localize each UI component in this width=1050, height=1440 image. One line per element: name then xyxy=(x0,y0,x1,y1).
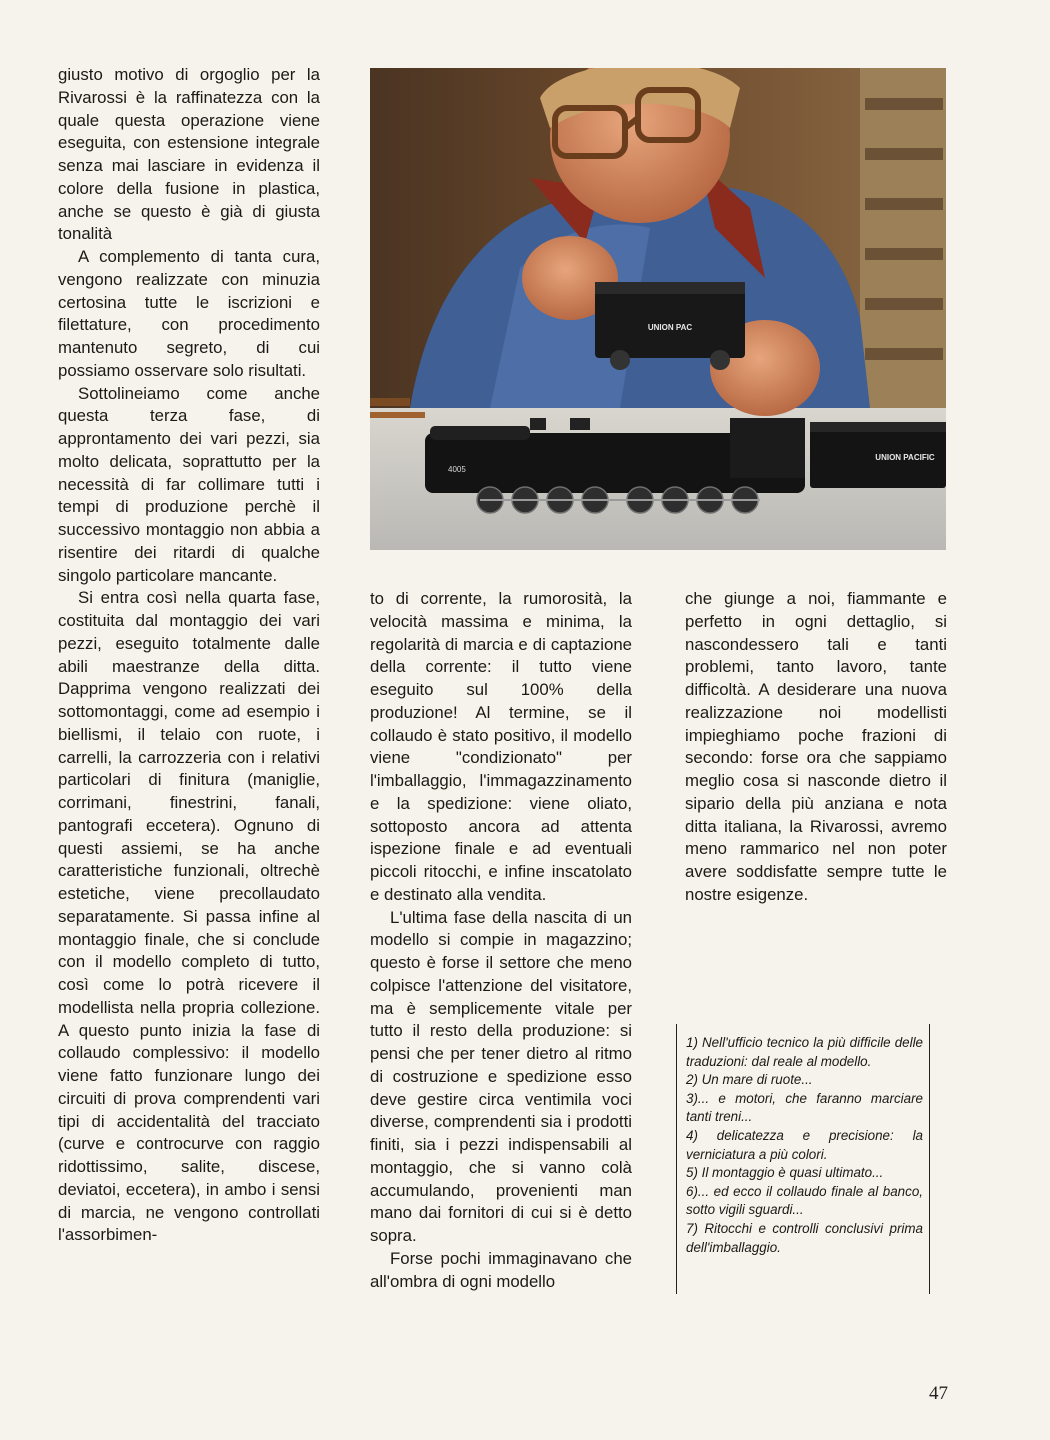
caption-item: 5) Il montaggio è quasi ultimato... xyxy=(686,1165,884,1181)
text-column-1 xyxy=(58,64,320,1247)
paragraph: che giunge a noi, fiammante e perfetto in ogni dettaglio, si nascondessero tali e tanti problemi, tanto lavoro, tante difficoltà. A desiderare una nuova realizzazione noi modellisti impieghiamo poche frazioni di secondo: forse ora che sappiamo meglio cosa si nasconde dietro il sipario della più anziana e nota ditta italiana, la Rivarossi, avremo meno rammarico nel non poter avere soddisfatte sempre tutte le nostre esigenze. xyxy=(685,589,947,904)
paragraph: L'ultima fase della nascita di un modello si compie in magazzino; questo è forse il settore che meno colpisce l'attenzione del visitatore, ma è semplicemente vitale per tutto il resto della produzione: si pensi che per tener dietro al ritmo di costruzione e spedizione esso deve gestire circa ventimila voci diverse, comprendenti sia i prodotti finiti, sia i pezzi indispensabili al montaggio, che si vanno colà accumulando, provenienti man mano dai fornitori di cui si è detto sopra. xyxy=(370,907,632,1245)
caption-item: 2) Un mare di ruote... xyxy=(686,1072,813,1088)
tender-label-held: UNION PAC xyxy=(647,323,693,332)
locomotive-number: 4005 xyxy=(448,465,466,474)
caption-item: 6)... ed ecco il collaudo finale al banco, sotto vigili sguardi... xyxy=(686,1183,923,1218)
text-column-3 xyxy=(685,588,947,907)
paragraph: Sottolineiamo come anche questa terza fase, di approntamento dei vari pezzi, sia molto delicata, soprattutto per la necessità di far collimare tutti i tempi di produzione perchè il successivo montaggio non abbia a risentire dei ritardi di qualche singolo particolare mancante. xyxy=(58,383,320,585)
paragraph: to di corrente, la rumorosità, la velocità massima e minima, la regolarità di marcia e di captazione della corrente: il tutto viene eseguito sul 100% della produzione! Al termine, se il collaudo è stato positivo, il modello viene "condizionato" per l'imballaggio, l'immagazzinamento e la spedizione: viene oliato, sottoposto ancora ad attenta ispezione finale e ad eventuali piccoli ritocchi, e infine inscatolato e destinato alla vendita. xyxy=(370,589,632,904)
text-column-2 xyxy=(370,588,632,1293)
paragraph: giusto motivo di orgoglio per la Rivarossi è la raffinatezza con la quale questa operazione viene eseguita, con estensione integrale senza mai lasciare in evidenza il colore della fusione in plastica, anche se questo è già di giusta tonalità xyxy=(58,65,320,244)
photo-worker-inspecting-model-train xyxy=(370,68,946,550)
tender-label-table: UNION PACIFIC xyxy=(875,453,935,462)
photo-captions-box xyxy=(676,1024,930,1294)
paragraph: Si entra così nella quarta fase, costituita dal montaggio dei vari pezzi, eseguito totalmente dalle abili maestranze della ditta. Dapprima vengono realizzati dei sottomontaggi, come ad esempio i biellismi, il telaio con ruote, i carrelli, la carrozzeria con i relativi particolari di finitura (maniglie, corrimani, finestrini, fanali, pantografi eccetera). Ognuno di questi assiemi, se ha anche caratteristiche funzionali, oltrechè estetiche, viene precollaudato separatamente. Si passa infine al montaggio finale, che si conclude con il modello completo di tutto, così come lo potrà ricevere il modellista nella propria collezione. A questo punto inizia la fase di collaudo complessivo: il modello viene fatto funzionare lungo dei circuiti di prova comprendenti vari tipi di accidentalità del tracciato (curve e controcurve con raggio ridottissimo, salite, discese, deviatoi, eccetera), in ambo i sensi di marcia, ne vengono controllati l'assorbimen- xyxy=(58,588,320,1245)
page-number: 47 xyxy=(929,1383,948,1404)
paragraph: A complemento di tanta cura, vengono realizzate con minuzia certosina tutte le iscrizioni e filettature, con procedimento mantenuto segreto, di cui possiamo osservare solo risultati. xyxy=(58,247,320,380)
caption-item: 7) Ritocchi e controlli conclusivi prima dell'imballaggio. xyxy=(686,1220,923,1255)
caption-item: 3)... e motori, che faranno marciare tanti treni... xyxy=(686,1090,923,1125)
caption-item: 1) Nell'ufficio tecnico la più difficile delle traduzioni: dal reale al modello. xyxy=(686,1035,923,1069)
caption-item: 4) delicatezza e precisione: la verniciatura a più colori. xyxy=(686,1127,923,1162)
paragraph: Forse pochi immaginavano che all'ombra di ogni modello xyxy=(370,1248,632,1291)
